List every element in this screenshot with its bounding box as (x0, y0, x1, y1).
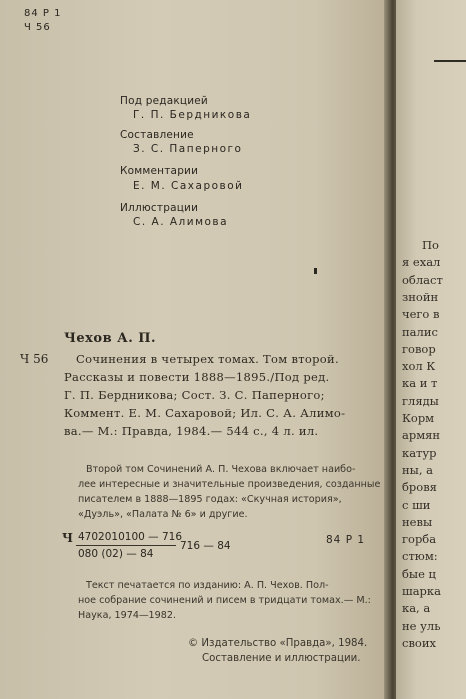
credit-name-illustrations: С. А. Алимова (133, 216, 229, 228)
copyright-line-2: Составление и иллюстрации. (202, 653, 361, 664)
right-page-line: армян (402, 428, 441, 443)
right-page-line: шарка (402, 584, 441, 598)
code-line-1: 4702010100 — 716 (78, 531, 183, 543)
annotation-line-4: «Дуэль», «Палата № 6» и другие. (78, 509, 248, 520)
code-bbk: 84 Р 1 (326, 534, 366, 546)
credit-name-editor: Г. П. Бердникова (133, 109, 252, 121)
source-line-3: Наука, 1974—1982. (78, 610, 177, 621)
credit-name-compiler: З. С. Паперного (133, 143, 243, 155)
right-page (396, 0, 466, 699)
right-page-line: ка и т (402, 376, 438, 391)
right-page-line: област (402, 272, 443, 287)
credit-role-commentary: Комментарии (120, 165, 199, 177)
source-line-1: Текст печатается по изданию: А. П. Чехов. Пол- (86, 580, 329, 591)
right-page-line: знойн (402, 289, 439, 304)
right-page-line: ка, а (402, 601, 431, 616)
right-page-line: не уль (402, 618, 441, 633)
code-line-2: 080 (02) — 84 (78, 548, 154, 560)
right-page-line: своих (402, 635, 436, 650)
right-page-header-rule (434, 60, 466, 62)
code-suffix: 716 — 84 (180, 540, 231, 552)
right-page-line: горба (402, 532, 437, 547)
right-page-line: бровя (402, 480, 437, 495)
corner-bbk-index: 84 Р 1 (24, 8, 62, 19)
annotation-line-1: Второй том Сочинений А. П. Чехова включает наибо- (86, 464, 356, 475)
right-page-line: гляды (402, 393, 439, 408)
biblio-line-3: Г. П. Бердникова; Сост. З. С. Паперного; (64, 388, 325, 402)
right-page-line: стюм: (402, 549, 438, 564)
right-page-line: говор (402, 341, 436, 356)
right-page-line: катур (402, 445, 437, 460)
credit-role-compiler: Составление (120, 129, 194, 141)
right-page-line: чего в (402, 307, 440, 322)
credit-role-illustrations: Иллюстрации (120, 202, 199, 214)
code-letter: Ч (62, 531, 73, 545)
right-page-line: бые ц (402, 566, 436, 581)
biblio-line-2: Рассказы и повести 1888—1895./Под ред. (64, 370, 330, 384)
code-fraction-bar (76, 545, 176, 546)
right-page-line: ны, а (402, 462, 433, 477)
biblio-line-5: ва.— М.: Правда, 1984.— 544 с., 4 л. ил. (64, 424, 319, 438)
right-page-line: палис (402, 324, 438, 339)
copyright-line-1: © Издательство «Правда», 1984. (188, 638, 368, 649)
annotation-line-3: писателем в 1888—1895 годах: «Скучная история», (78, 494, 342, 505)
right-page-line: я ехал (402, 255, 441, 270)
right-page-line: невы (402, 514, 433, 529)
print-mark (314, 268, 317, 274)
author-mark: Ч 56 (20, 352, 49, 366)
right-page-line: Корм (402, 411, 435, 425)
biblio-line-4: Коммент. Е. М. Сахаровой; Ил. С. А. Алимо- (64, 406, 346, 420)
corner-author-mark: Ч 56 (24, 22, 51, 33)
right-page-line: хол К (402, 359, 436, 374)
biblio-line-1: Сочинения в четырех томах. Том второй. (76, 352, 339, 366)
author-heading: Чехов А. П. (64, 331, 157, 346)
right-page-line: По (422, 238, 439, 252)
annotation-line-2: лее интересные и значительные произведения, созданные (78, 479, 381, 490)
source-line-2: ное собрание сочинений и писем в тридцати томах.— М.: (78, 595, 371, 606)
right-page-line: с ши (402, 497, 431, 512)
credit-role-editor: Под редакцией (120, 95, 208, 107)
credit-name-commentary: Е. М. Сахаровой (133, 180, 244, 192)
